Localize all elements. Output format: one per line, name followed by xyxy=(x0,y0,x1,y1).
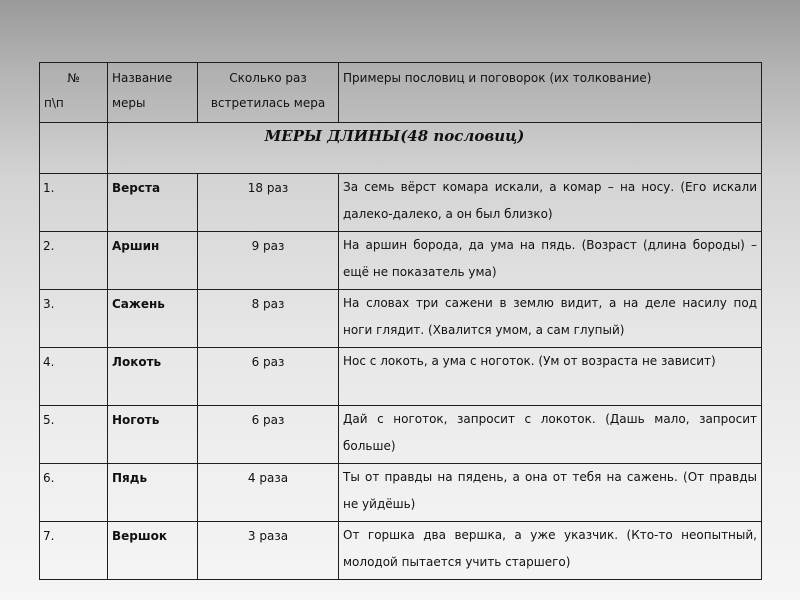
occurrence-count: 3 раза xyxy=(247,529,289,543)
row-number: 6. xyxy=(43,471,55,485)
header-measure-name-line1: Название xyxy=(112,71,173,85)
table-header-row xyxy=(40,63,762,123)
header-number-line2: п\п xyxy=(44,96,64,110)
table-row xyxy=(40,522,762,580)
table-row xyxy=(40,174,762,232)
proverb-example: На словах три сажени в землю видит, а на деле насилу под ноги глядит. (Хвалится умом, а сам глупый) xyxy=(343,296,757,337)
section-row xyxy=(40,123,762,174)
section-title: МЕРЫ ДЛИНЫ(48 пословиц) xyxy=(264,127,525,145)
proverb-example: От горшка два вершка, а уже указчик. (Кто-то неопытный, молодой пытается учить старшего) xyxy=(343,528,757,569)
occurrence-count: 4 раза xyxy=(247,471,289,485)
section-title-cell xyxy=(108,123,762,174)
header-number xyxy=(40,63,108,123)
measure-name: Локоть xyxy=(112,355,162,369)
table-row xyxy=(40,232,762,290)
table-row xyxy=(40,464,762,522)
proverb-example: Дай с ноготок, запросит с локоток. (Дашь мало, запросит больше) xyxy=(343,412,757,453)
row-number: 1. xyxy=(43,181,55,195)
proverb-example: На аршин борода, да ума на пядь. (Возраст (длина бороды) – ещё не показатель ума) xyxy=(343,238,757,279)
proverb-example: Нос с локоть, а ума с ноготок. (Ум от возраста не зависит) xyxy=(343,354,716,368)
table-row xyxy=(40,290,762,348)
table-row xyxy=(40,348,762,406)
header-measure-name xyxy=(108,63,198,123)
measure-name: Сажень xyxy=(112,297,165,311)
row-number: 5. xyxy=(43,413,55,427)
header-occurrences-line2: встретилась мера xyxy=(210,96,326,110)
measure-name: Аршин xyxy=(112,239,160,253)
header-occurrences xyxy=(198,63,339,123)
row-number: 4. xyxy=(43,355,55,369)
header-number-line1: № xyxy=(67,71,80,85)
measure-name: Вершок xyxy=(112,529,168,543)
proverb-example: Ты от правды на пядень, а она от тебя на сажень. (От правды не уйдёшь) xyxy=(343,470,757,511)
measure-name: Ноготь xyxy=(112,413,160,427)
proverb-example: За семь вёрст комара искали, а комар – на носу. (Его искали далеко-далеко, а он был близко) xyxy=(343,180,757,221)
occurrence-count: 18 раз xyxy=(247,181,289,195)
row-number: 3. xyxy=(43,297,55,311)
row-number: 2. xyxy=(43,239,55,253)
proverbs-table xyxy=(39,62,762,580)
header-examples-text: Примеры пословиц и поговорок (их толкование) xyxy=(343,71,652,85)
measure-name: Пядь xyxy=(112,471,148,485)
row-number: 7. xyxy=(43,529,55,543)
header-examples xyxy=(339,63,762,123)
header-occurrences-line1: Сколько раз xyxy=(229,71,307,85)
header-measure-name-line2: меры xyxy=(112,96,146,110)
occurrence-count: 8 раз xyxy=(251,297,285,311)
occurrence-count: 9 раз xyxy=(251,239,285,253)
occurrence-count: 6 раз xyxy=(251,355,285,369)
table-row xyxy=(40,406,762,464)
section-empty-cell xyxy=(40,123,108,174)
measure-name: Верста xyxy=(112,181,161,195)
occurrence-count: 6 раз xyxy=(251,413,285,427)
